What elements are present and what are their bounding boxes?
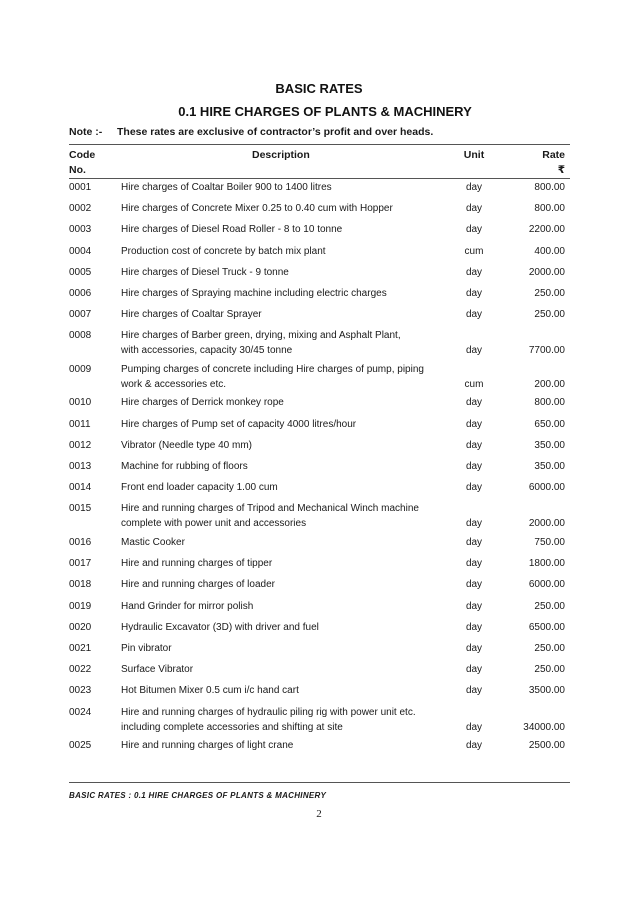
row-code: 0014 bbox=[69, 482, 92, 494]
rupee-symbol: ₹ bbox=[557, 164, 565, 176]
row-description: Pin vibrator bbox=[121, 642, 172, 654]
row-description: Hire and running charges of Tripod and Mechanical Winch machine bbox=[121, 503, 419, 515]
row-rate: 250.00 bbox=[534, 309, 565, 321]
row-code: 0004 bbox=[69, 245, 92, 257]
row-rate: 400.00 bbox=[534, 245, 565, 257]
row-rate: 800.00 bbox=[534, 397, 565, 409]
row-code: 0001 bbox=[69, 182, 92, 193]
row-rate: 7700.00 bbox=[528, 345, 565, 357]
row-description: Production cost of concrete by batch mix plant bbox=[121, 245, 326, 257]
row-unit: cum bbox=[464, 378, 484, 390]
row-rate: 750.00 bbox=[534, 536, 565, 548]
row-code: 0013 bbox=[69, 461, 92, 472]
row-description: including complete accessories and shifting at site bbox=[121, 721, 343, 733]
row-code: 0005 bbox=[69, 266, 92, 278]
row-code: 0010 bbox=[69, 397, 92, 409]
row-description: Machine for rubbing of floors bbox=[121, 461, 248, 472]
row-code: 0011 bbox=[69, 418, 91, 430]
row-unit: day bbox=[465, 740, 483, 751]
row-description: Hand Grinder for mirror polish bbox=[121, 600, 254, 612]
note-label: Note :- bbox=[69, 126, 103, 138]
row-unit: day bbox=[465, 621, 483, 633]
row-rate: 2000.00 bbox=[528, 518, 565, 530]
row-unit: day bbox=[465, 182, 483, 193]
row-code: 0021 bbox=[69, 642, 92, 654]
row-code: 0006 bbox=[69, 288, 92, 299]
row-code: 0003 bbox=[69, 224, 92, 236]
col-header-code: Code bbox=[69, 149, 96, 161]
row-code: 0024 bbox=[69, 706, 92, 718]
table-header-rule bbox=[69, 178, 570, 179]
row-rate: 1800.00 bbox=[528, 558, 565, 570]
row-unit: day bbox=[465, 600, 483, 612]
row-code: 0009 bbox=[69, 363, 92, 375]
col-header-code-no: No. bbox=[69, 164, 86, 176]
row-description: Hire and running charges of light crane bbox=[121, 740, 294, 751]
row-rate: 650.00 bbox=[534, 418, 565, 430]
row-unit: day bbox=[465, 439, 483, 451]
row-description: Surface Vibrator bbox=[121, 664, 194, 676]
row-description: Hire charges of Spraying machine including electric charges bbox=[121, 288, 387, 299]
row-rate: 2200.00 bbox=[528, 224, 565, 236]
row-description: Hire and running charges of hydraulic piling rig with power unit etc. bbox=[121, 706, 416, 718]
row-rate: 6000.00 bbox=[528, 482, 565, 494]
row-rate: 6000.00 bbox=[528, 579, 565, 591]
row-rate: 800.00 bbox=[534, 182, 565, 193]
row-rate: 250.00 bbox=[534, 600, 565, 612]
col-header-description: Description bbox=[252, 149, 310, 161]
row-code: 0023 bbox=[69, 685, 92, 697]
row-unit: day bbox=[465, 461, 483, 472]
row-description: Hire charges of Coaltar Sprayer bbox=[121, 309, 262, 321]
row-unit: day bbox=[465, 482, 483, 494]
row-code: 0025 bbox=[69, 740, 92, 751]
row-unit: day bbox=[465, 536, 483, 548]
footer-rule bbox=[69, 782, 570, 783]
row-code: 0016 bbox=[69, 536, 92, 548]
row-rate: 350.00 bbox=[534, 461, 565, 472]
row-description: Hydraulic Excavator (3D) with driver and fuel bbox=[121, 621, 319, 633]
row-code: 0012 bbox=[69, 439, 92, 451]
row-code: 0008 bbox=[69, 330, 92, 342]
row-description: Hire charges of Concrete Mixer 0.25 to 0.40 cum with Hopper bbox=[121, 203, 393, 215]
row-unit: day bbox=[465, 558, 483, 570]
row-unit: day bbox=[465, 685, 483, 697]
row-unit: day bbox=[465, 664, 483, 676]
row-description: Hire charges of Pump set of capacity 4000 litres/hour bbox=[121, 418, 357, 430]
row-unit: day bbox=[465, 579, 483, 591]
row-rate: 350.00 bbox=[534, 439, 565, 451]
page-number: 2 bbox=[316, 808, 322, 820]
row-rate: 3500.00 bbox=[528, 685, 565, 697]
row-description: Hot Bitumen Mixer 0.5 cum i/c hand cart bbox=[121, 685, 299, 697]
row-unit: day bbox=[465, 397, 483, 409]
row-description: Pumping charges of concrete including Hire charges of pump, piping bbox=[121, 363, 424, 375]
row-rate: 2000.00 bbox=[528, 266, 565, 278]
row-description: Hire and running charges of tipper bbox=[121, 558, 273, 570]
row-code: 0017 bbox=[69, 558, 92, 570]
row-description: Hire charges of Barber green, drying, mixing and Asphalt Plant, bbox=[121, 330, 401, 342]
row-rate: 250.00 bbox=[534, 642, 565, 654]
row-rate: 250.00 bbox=[534, 664, 565, 676]
row-rate: 250.00 bbox=[534, 288, 565, 299]
row-code: 0019 bbox=[69, 600, 92, 612]
row-description: with accessories, capacity 30/45 tonne bbox=[121, 345, 293, 357]
row-code: 0022 bbox=[69, 664, 92, 676]
row-description: Vibrator (Needle type 40 mm) bbox=[121, 439, 252, 451]
row-unit: day bbox=[465, 288, 483, 299]
col-header-rate: Rate bbox=[542, 149, 565, 161]
row-description: Hire charges of Diesel Truck - 9 tonne bbox=[121, 266, 289, 278]
row-unit: day bbox=[465, 518, 483, 530]
row-code: 0020 bbox=[69, 621, 92, 633]
row-unit: day bbox=[465, 203, 483, 215]
row-unit: day bbox=[465, 642, 483, 654]
row-description: Hire charges of Diesel Road Roller - 8 to 10 tonne bbox=[121, 224, 343, 236]
row-unit: day bbox=[465, 345, 483, 357]
row-unit: cum bbox=[464, 245, 484, 257]
row-description: Hire and running charges of loader bbox=[121, 579, 275, 591]
row-unit: day bbox=[465, 266, 483, 278]
row-rate: 800.00 bbox=[534, 203, 565, 215]
row-description: Mastic Cooker bbox=[121, 536, 185, 548]
row-description: Hire charges of Coaltar Boiler 900 to 1400 litres bbox=[121, 182, 332, 193]
col-header-unit: Unit bbox=[463, 149, 485, 161]
row-description: Hire charges of Derrick monkey rope bbox=[121, 397, 284, 409]
running-footer: BASIC RATES : 0.1 HIRE CHARGES OF PLANTS & MACHINERY bbox=[69, 791, 327, 800]
row-unit: day bbox=[465, 721, 483, 733]
row-description: complete with power unit and accessories bbox=[121, 518, 307, 530]
row-description: work & accessories etc. bbox=[121, 378, 227, 390]
row-code: 0018 bbox=[69, 579, 92, 591]
row-unit: day bbox=[465, 224, 483, 236]
row-rate: 200.00 bbox=[534, 378, 565, 390]
row-description: Front end loader capacity 1.00 cum bbox=[121, 482, 278, 494]
page-title: BASIC RATES bbox=[275, 81, 363, 96]
row-unit: day bbox=[465, 418, 483, 430]
table-top-rule bbox=[69, 144, 570, 145]
row-rate: 2500.00 bbox=[528, 740, 565, 751]
row-code: 0007 bbox=[69, 309, 92, 321]
row-rate: 6500.00 bbox=[528, 621, 565, 633]
row-code: 0002 bbox=[69, 203, 92, 215]
row-rate: 34000.00 bbox=[523, 721, 565, 733]
row-code: 0015 bbox=[69, 503, 92, 515]
row-unit: day bbox=[465, 309, 483, 321]
section-title: 0.1 HIRE CHARGES OF PLANTS & MACHINERY bbox=[178, 104, 472, 119]
note-text: These rates are exclusive of contractor’s profit and over heads. bbox=[117, 126, 434, 138]
